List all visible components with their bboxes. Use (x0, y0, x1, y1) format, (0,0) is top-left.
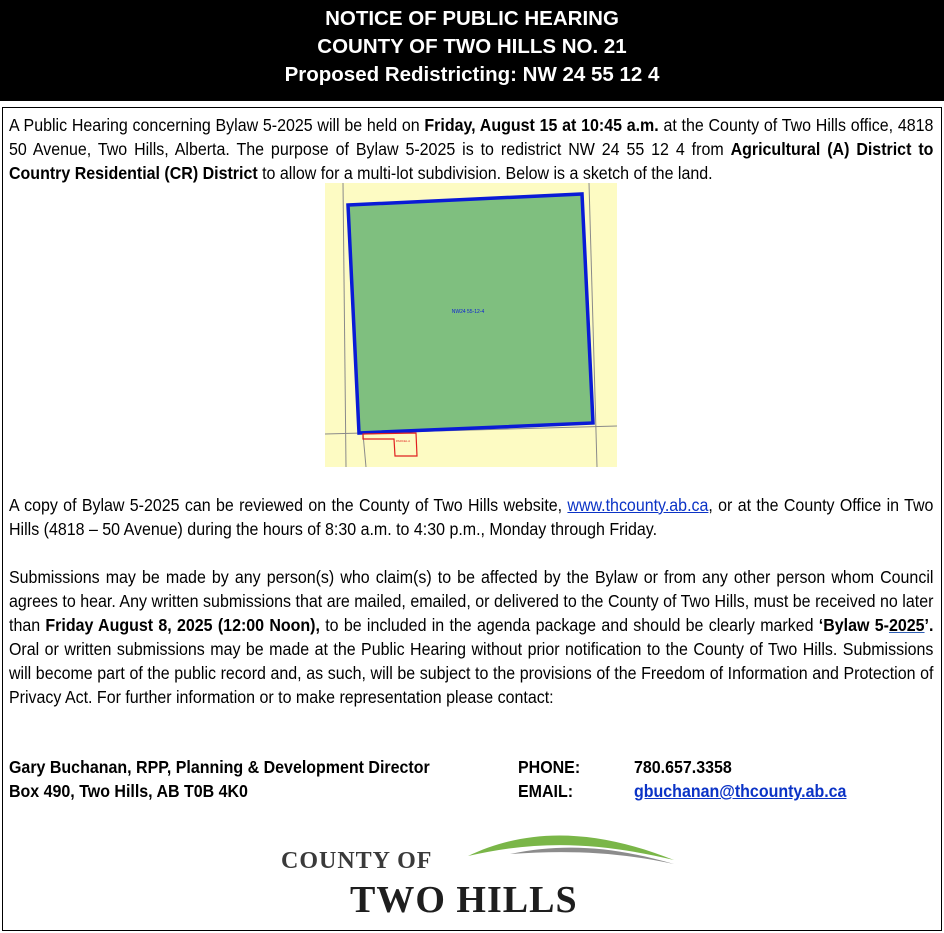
email-label: EMAIL: (518, 781, 574, 801)
phone-number: 780.657.3358 (634, 757, 732, 777)
contact-labels (518, 755, 580, 803)
contact-name: Gary Buchanan, RPP, Planning & Development Director (9, 757, 430, 777)
header-title: NOTICE OF PUBLIC HEARING (325, 7, 619, 30)
logo-line-2: TWO HILLS (350, 879, 578, 921)
email-link[interactable]: gbuchanan@thcounty.ab.ca (634, 781, 847, 801)
phone-label: PHONE: (518, 757, 581, 777)
contact-address: Box 490, Two Hills, AB T0B 4K0 (9, 781, 248, 801)
header-subject: Proposed Redistricting: NW 24 55 12 4 (284, 63, 660, 86)
county-website-link[interactable]: www.thcounty.ab.ca (567, 495, 709, 515)
bylaw-mark-prefix: ‘Bylaw 5- (818, 615, 889, 635)
logo-line-1: COUNTY OF (281, 848, 433, 874)
submissions-text-1: Submissions may be made by any person(s) who claim(s) to be affected by the Bylaw or from any other person whom Council agrees to hear. Any written submissions that are mailed, emailed, or delivered to the County of Two Hills, must be received no later than (9, 567, 934, 635)
submissions-paragraph (9, 565, 933, 709)
hearing-date: Friday, August 15 at 10:45 a.m. (424, 115, 659, 135)
notice-header (0, 0, 944, 101)
contact-values (634, 755, 846, 803)
review-text-2: , or at the County Office in Two Hills (4818 – 50 Avenue) during the hours of 8:30 a.m. to 4:30 p.m., Monday through Friday. (9, 495, 934, 539)
land-sketch-map (325, 183, 617, 467)
bylaw-mark-year: 2025 (888, 615, 925, 635)
intro-text-3: to allow for a multi-lot subdivision. Below is a sketch of the land. (257, 163, 713, 183)
small-parcel-label: PARCEL A (395, 439, 411, 443)
submissions-text-2: to be included in the agenda package and should be clearly marked (319, 615, 819, 635)
submission-deadline: Friday August 8, 2025 (12:00 Noon), (45, 615, 320, 635)
intro-text-1: A Public Hearing concerning Bylaw 5-2025 will be held on (9, 115, 425, 135)
submissions-text-3: Oral or written submissions may be made at the Public Hearing without prior notification to the County of Two Hills. Submissions will become part of the public record and, as such, will be subject to the provisions of the Freedom of Information and Protection of Privacy Act. For further information or to make representation please contact: (9, 639, 934, 707)
redistricting-change: Agricultural (A) District to Country Residential (CR) District (9, 139, 934, 183)
intro-text-2: at the County of Two Hills office, 4818 50 Avenue, Two Hills, Alberta. The purpose of Bylaw 5-2025 is to redistrict NW 24 55 12 4 from (9, 115, 934, 159)
review-text-1: A copy of Bylaw 5-2025 can be reviewed on the County of Two Hills website, (9, 495, 568, 515)
county-logo (278, 828, 678, 923)
parcel-label: NW24 55-12-4 (451, 309, 485, 315)
header-county: COUNTY OF TWO HILLS NO. 21 (317, 35, 627, 58)
bylaw-mark-suffix: ’. (924, 615, 934, 635)
bylaw-marking (819, 615, 934, 635)
review-paragraph (9, 493, 933, 541)
contact-person (9, 755, 430, 803)
intro-paragraph (9, 113, 933, 185)
